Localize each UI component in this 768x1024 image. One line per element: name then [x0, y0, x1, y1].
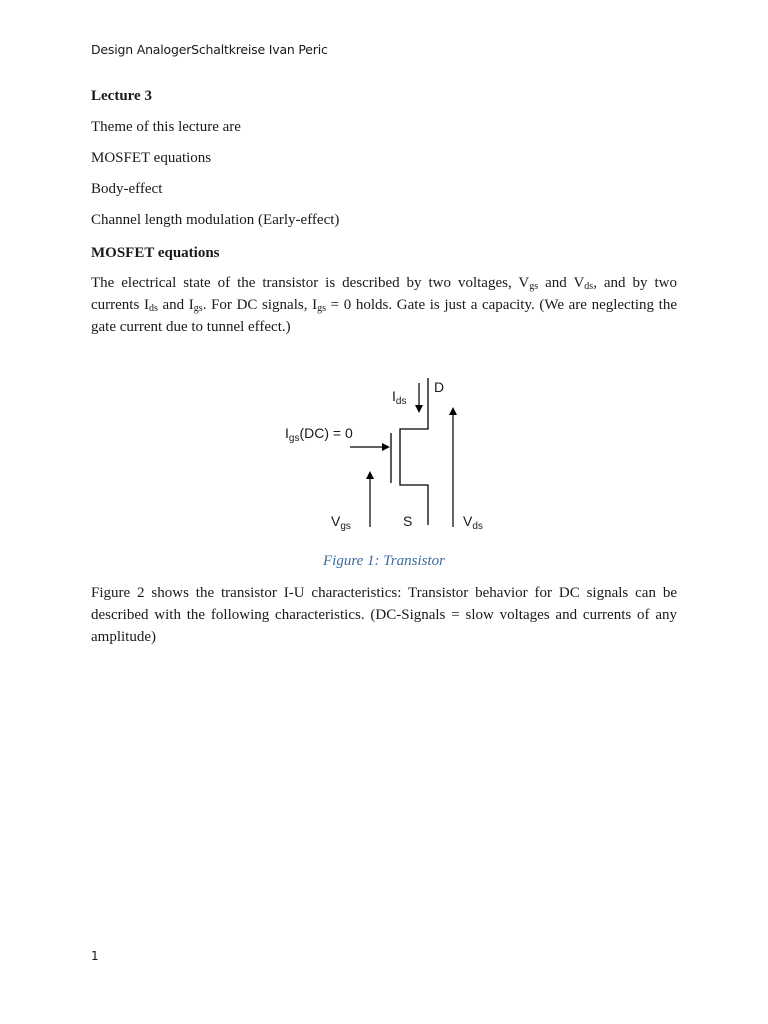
theme-intro: Theme of this lecture are — [91, 119, 241, 135]
vgs-label: $V_{gs}$ — [331, 513, 351, 532]
body-paragraph-1: The electrical state of the transistor is described by two voltages, $V_{gs}$ and $V_{ds}$, and by two currents $I_{ds}$ and $I_{gs}$. For DC signals, $I_{gs} = 0$ holds. Gate is just a capacity. (We are neglecting the gate current due to tunnel effect.) — [91, 275, 678, 335]
ids-label: $I_{ds}$ — [392, 388, 407, 407]
section-heading: MOSFET equations — [91, 245, 220, 261]
body-paragraph-2: Figure 2 shows the transistor I-U characteristics: Transistor behavior for DC signals can be described with the following characteristics. (DC-Signals = slow voltages and currents of any amplitude) — [91, 585, 677, 645]
figure-caption: Figure 1: Transistor — [323, 553, 445, 569]
igs-label: $I_{gs}(DC) = 0$ — [285, 425, 353, 444]
source-label: S — [403, 513, 413, 529]
lecture-title: Lecture 3 — [91, 88, 152, 104]
transistor-symbol — [280, 375, 500, 535]
topic-item: Body-effect — [91, 181, 163, 197]
transistor-figure — [280, 375, 500, 535]
topic-item: MOSFET equations — [91, 150, 212, 166]
running-header: Design AnalogerSchaltkreise Ivan Peric — [91, 42, 328, 57]
page-number: 1 — [91, 949, 99, 963]
vds-label: $V_{ds}$ — [463, 513, 483, 532]
drain-label: D — [434, 379, 445, 395]
topic-item: Channel length modulation (Early-effect) — [91, 212, 340, 228]
